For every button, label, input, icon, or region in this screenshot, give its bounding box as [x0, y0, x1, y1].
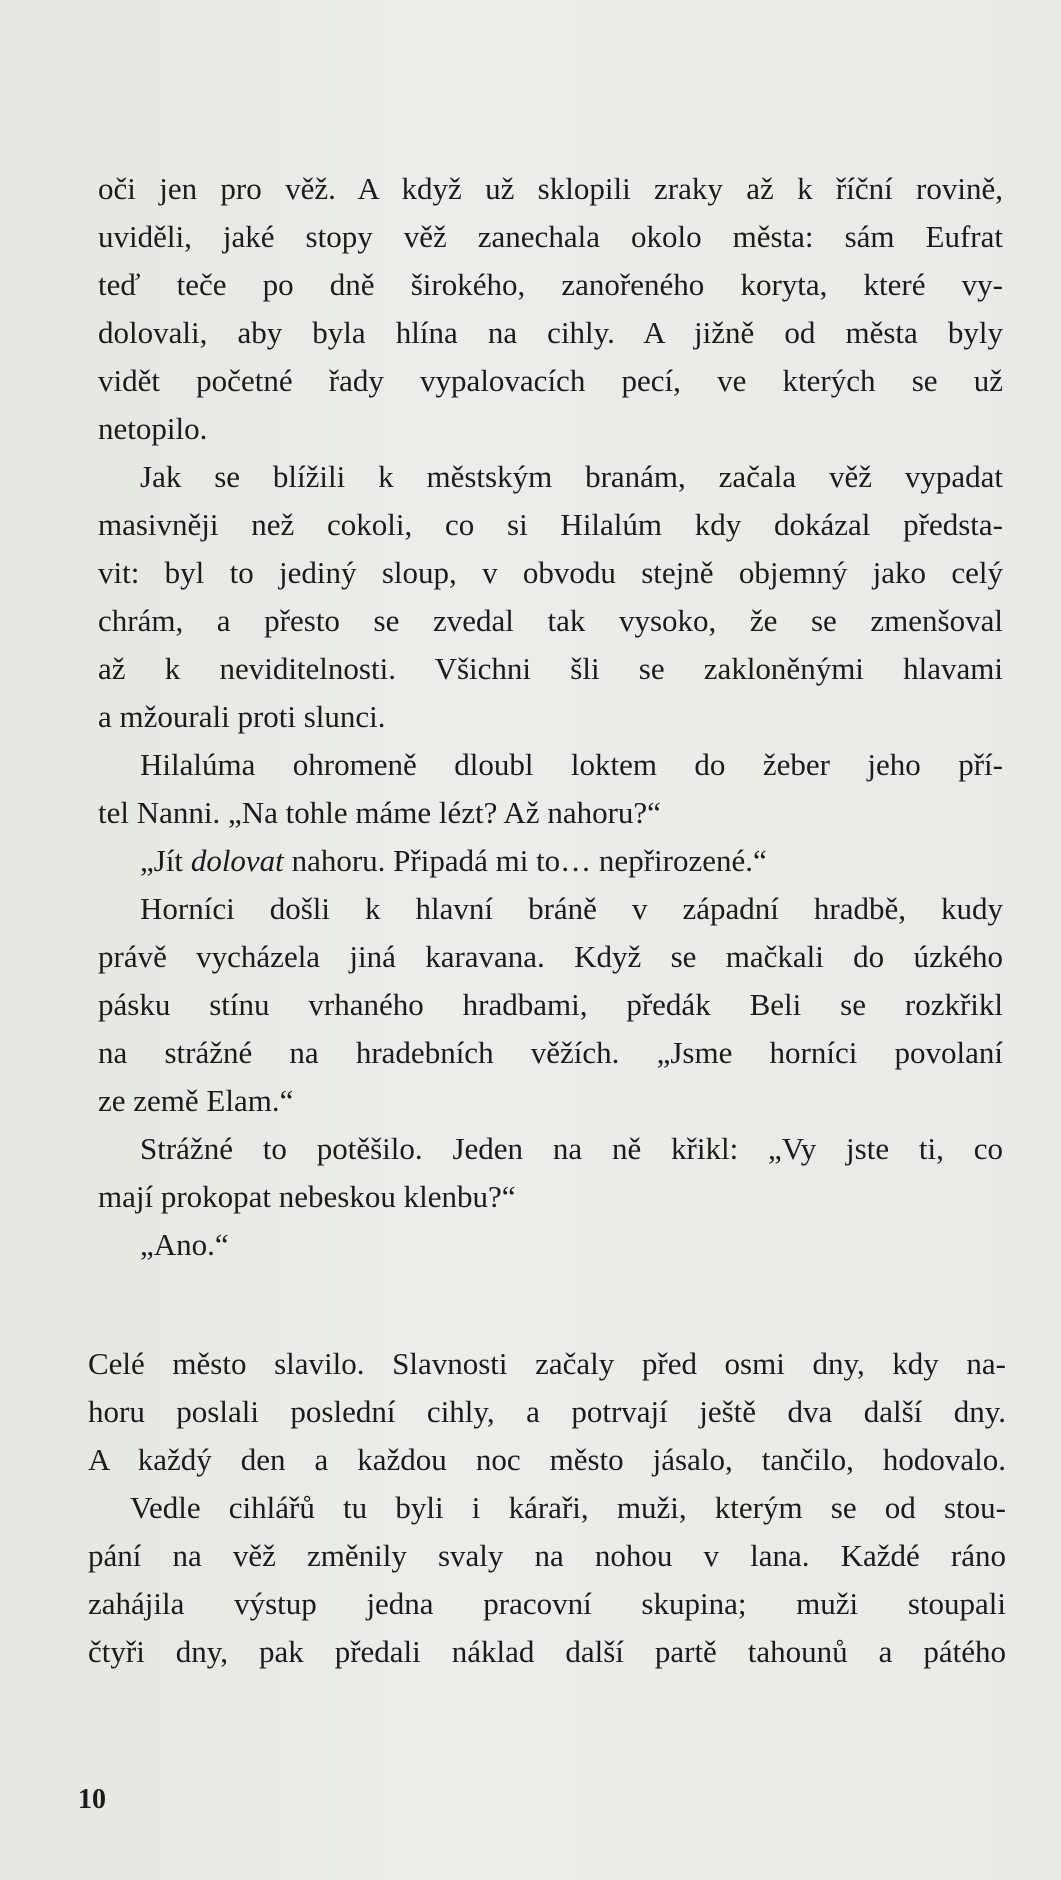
text-line: horu poslali poslední cihly, a potrvají ještě dva další dny. — [88, 1394, 1006, 1429]
dialogue-line: „Ano.“ — [140, 1227, 229, 1262]
text-line: dolovali, aby byla hlína na cihly. A jižně od města byly — [98, 315, 1003, 350]
text-line: vit: byl to jediný sloup, v obvodu stejně objemný jako celý — [98, 555, 1003, 590]
page-number: 10 — [78, 1784, 106, 1815]
text-line: zahájila výstup jedna pracovní skupina; muži stoupali — [88, 1586, 1006, 1621]
dialogue-line — [98, 837, 1003, 885]
section-start-line: Celé město slavilo. Slavnosti začaly před osmi dny, kdy na- — [88, 1346, 1006, 1381]
paragraph-start-line: Jak se blížili k městským branám, začala věž vypadat — [140, 459, 1003, 494]
dialogue-open: „Jít — [140, 843, 191, 878]
paragraph-start-line: Strážné to potěšilo. Jeden na ně křikl: „Vy jste ti, co — [140, 1131, 1003, 1166]
text-line: ze země Elam.“ — [98, 1083, 294, 1118]
text-line: chrám, a přesto se zvedal tak vysoko, že se zmenšoval — [98, 603, 1003, 638]
text-line: A každý den a každou noc město jásalo, tančilo, hodovalo. — [88, 1442, 1006, 1477]
text-line: teď teče po dně širokého, zanořeného koryta, které vy- — [98, 267, 1003, 302]
text-line: vidět početné řady vypalovacích pecí, ve kterých se už — [98, 363, 1003, 398]
paragraph-start-line: Horníci došli k hlavní bráně v západní hradbě, kudy — [140, 891, 1003, 926]
text-line: a mžourali proti slunci. — [98, 699, 386, 734]
text-line: pásku stínu vrhaného hradbami, předák Beli se rozkřikl — [98, 987, 1003, 1022]
text-line: právě vycházela jiná karavana. Když se mačkali do úzkého — [98, 939, 1003, 974]
text-line: tel Nanni. „Na tohle máme lézt? Až nahoru?“ — [98, 795, 661, 830]
text-line: oči jen pro věž. A když už sklopili zraky až k říční rovině, — [98, 171, 1003, 206]
text-line: pání na věž změnily svaly na nohou v lana. Každé ráno — [88, 1538, 1006, 1573]
italic-word: dolovat — [190, 843, 284, 878]
text-line: čtyři dny, pak předali náklad další partě tahounů a pátého — [88, 1634, 1006, 1669]
text-line: uviděli, jaké stopy věž zanechala okolo města: sám Eufrat — [98, 219, 1003, 254]
text-section-1 — [98, 165, 1003, 1269]
text-line: až k neviditelnosti. Všichni šli se zakloněnými hlavami — [98, 651, 1003, 686]
paragraph-start-line: Hilalúma ohromeně dloubl loktem do žeber jeho pří- — [140, 747, 1003, 782]
text-section-2 — [88, 1340, 1006, 1676]
text-line: mají prokopat nebeskou klenbu?“ — [98, 1179, 516, 1214]
text-line: netopilo. — [98, 411, 208, 446]
paragraph-start-line: Vedle cihlářů tu byli i káraři, muži, kterým se od stou- — [130, 1490, 1006, 1525]
text-line: na strážné na hradebních věžích. „Jsme horníci povolaní — [98, 1035, 1003, 1070]
text-line: masivněji než cokoli, co si Hilalúm kdy dokázal předsta- — [98, 507, 1003, 542]
dialogue-rest: nahoru. Připadá mi to… nepřirozené.“ — [283, 843, 767, 878]
